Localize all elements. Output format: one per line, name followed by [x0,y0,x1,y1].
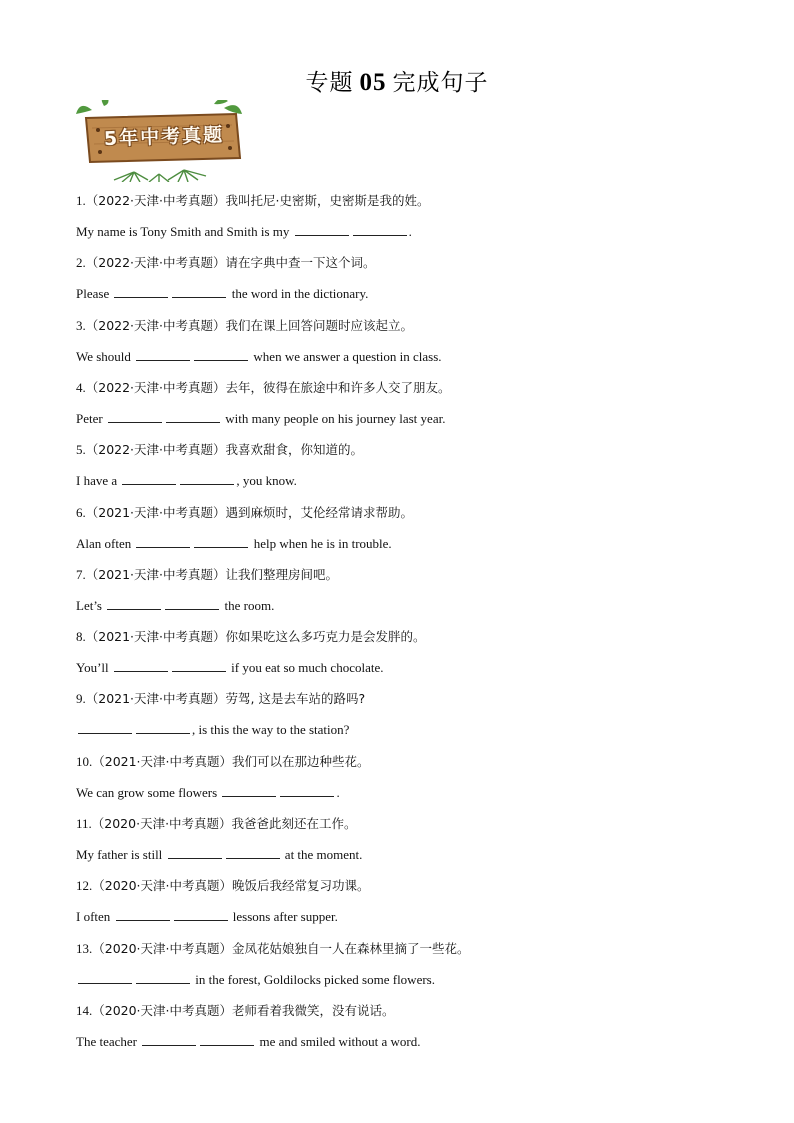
answer-text-after: the word in the dictionary. [228,286,369,302]
question-number: 4. [76,379,86,395]
answer-blank[interactable] [136,535,190,548]
question-chinese: 劳驾, 这是去车站的路吗? [225,691,366,707]
answer-text-after: . [408,224,412,239]
answer-blank[interactable] [222,784,276,797]
question-source: （2021·天津·中考真题） [92,753,233,769]
question-chinese: 遇到麻烦时，艾伦经常请求帮助。 [225,504,414,520]
question-source: （2020·天津·中考真题） [91,816,232,831]
question-number: 2. [76,255,86,271]
question-chinese: 去年，彼得在旅途中和许多人交了朋友。 [225,379,451,395]
answer-blank[interactable] [295,223,349,236]
answer-text-after: , is this the way to the station? [192,722,350,738]
question-source: （2020·天津·中考真题） [92,878,233,894]
question-source: （2020·天津·中考真题） [92,1002,233,1018]
question-chinese: 请在字典中查一下这个词。 [225,255,376,271]
answer-text-before: Alan often [76,535,135,551]
answer-text-after: . [336,784,340,800]
answer-text-before: Let’s [76,597,106,613]
question-number: 9. [76,691,86,707]
question-answer-line [76,410,736,428]
question-answer-line [76,721,736,739]
question-chinese: 我喜欢甜食，你知道的。 [225,442,364,458]
question-answer-line [76,846,736,864]
answer-text-after: lessons after supper. [229,909,338,925]
answer-blank[interactable] [280,784,334,797]
answer-blank[interactable] [136,721,190,734]
answer-blank[interactable] [353,223,407,236]
answer-text-before: I have a [76,473,121,489]
answer-blank[interactable] [142,1033,196,1046]
answer-text-before: Peter [76,410,106,426]
banner-label: 5年中考真题 [103,123,225,151]
question-source: （2022·天津·中考真题） [85,193,226,208]
question-prompt [76,877,736,895]
question-chinese: 金凤花姑娘独自一人在森林里摘了一些花。 [232,940,470,956]
question-source: （2021·天津·中考真题） [85,691,226,707]
question-answer-line [76,223,736,241]
answer-blank[interactable] [78,971,132,984]
answer-blank[interactable] [226,846,280,859]
answer-blank[interactable] [116,908,170,921]
page-title-prefix: 专题 [305,70,354,96]
answer-blank[interactable] [194,348,248,361]
answer-blank[interactable] [200,1033,254,1046]
answer-blank[interactable] [136,971,190,984]
answer-blank[interactable] [180,472,234,485]
page-title-number: 05 [359,69,387,96]
page-title [0,64,794,97]
question-chinese: 我们可以在那边种些花。 [232,753,370,769]
answer-text-before: We can grow some flowers [76,784,221,800]
question-answer-line [76,535,736,553]
question-number: 11. [76,816,92,831]
question-prompt [76,192,736,210]
page-title-suffix: 完成句子 [392,70,489,96]
answer-text-before: We should [76,348,135,364]
answer-text-before: The teacher [76,1033,141,1049]
question-chinese: 我们在课上回答问题时应该起立。 [225,317,414,333]
answer-text-after: when we answer a question in class. [250,348,442,364]
answer-text-after: help when he is in trouble. [250,535,392,551]
question-number: 8. [76,629,86,645]
answer-text-before: My father is still [76,847,166,862]
answer-text-before: My name is Tony Smith and Smith is my [76,224,293,239]
question-number: 10. [76,753,93,769]
answer-blank[interactable] [78,721,132,734]
question-answer-line [76,472,736,490]
answer-blank[interactable] [107,597,161,610]
answer-blank[interactable] [114,659,168,672]
question-source: （2021·天津·中考真题） [85,629,226,645]
answer-blank[interactable] [108,410,162,423]
question-prompt [76,379,736,397]
answer-blank[interactable] [166,410,220,423]
answer-text-before: You’ll [76,660,112,676]
question-chinese: 我爸爸此刻还在工作。 [231,816,357,831]
question-prompt [76,317,736,335]
answer-text-after: with many people on his journey last year. [221,410,446,426]
question-chinese: 老师看着我微笑，没有说话。 [232,1002,395,1018]
question-number: 13. [76,940,93,956]
question-source: （2022·天津·中考真题） [85,317,226,333]
question-prompt [76,940,736,958]
question-answer-line [76,659,736,677]
question-prompt [76,566,736,584]
question-prompt [76,628,736,646]
question-chinese: 让我们整理房间吧。 [225,566,339,582]
question-source: （2021·天津·中考真题） [85,566,226,582]
question-number: 1. [76,193,86,208]
question-prompt [76,504,736,522]
question-number: 12. [76,878,93,894]
question-number: 14. [76,1002,93,1018]
answer-blank[interactable] [168,846,222,859]
question-source: （2022·天津·中考真题） [85,255,226,271]
question-answer-line [76,597,736,615]
section-banner [74,100,246,182]
question-prompt [76,1002,736,1020]
answer-text-after: , you know. [236,473,297,489]
answer-text-after: the room. [221,597,275,613]
question-prompt [76,753,736,771]
answer-text-before: Please [76,286,113,302]
answer-text-after: at the moment. [281,847,363,862]
question-prompt [76,254,736,272]
question-number: 5. [76,442,86,458]
question-answer-line [76,348,736,366]
question-source: （2022·天津·中考真题） [85,379,226,395]
answer-blank[interactable] [122,472,176,485]
answer-text-after: if you eat so much chocolate. [227,660,384,676]
answer-blank[interactable] [172,659,226,672]
answer-blank[interactable] [172,285,226,298]
question-chinese: 你如果吃这么多巧克力是会发胖的。 [225,629,426,645]
answer-text-after: in the forest, Goldilocks picked some flowers. [192,971,435,987]
question-answer-line [76,971,736,989]
question-number: 6. [76,504,86,520]
question-answer-line [76,1033,736,1051]
question-answer-line [76,908,736,926]
answer-blank[interactable] [114,285,168,298]
question-answer-line [76,784,736,802]
answer-text-before: I often [76,909,114,925]
answer-blank[interactable] [194,535,248,548]
answer-text-after: me and smiled without a word. [256,1033,421,1049]
question-source: （2022·天津·中考真题） [85,442,226,458]
question-source: （2021·天津·中考真题） [85,504,226,520]
answer-blank[interactable] [136,348,190,361]
question-chinese: 晚饭后我经常复习功课。 [232,878,370,894]
question-prompt [76,690,736,708]
question-number: 7. [76,566,86,582]
question-source: （2020·天津·中考真题） [92,940,233,956]
question-chinese: 我叫托尼·史密斯，史密斯是我的姓。 [225,193,430,208]
question-number: 3. [76,317,86,333]
answer-blank[interactable] [165,597,219,610]
question-answer-line [76,285,736,303]
question-prompt [76,815,736,833]
question-prompt [76,441,736,459]
answer-blank[interactable] [174,908,228,921]
